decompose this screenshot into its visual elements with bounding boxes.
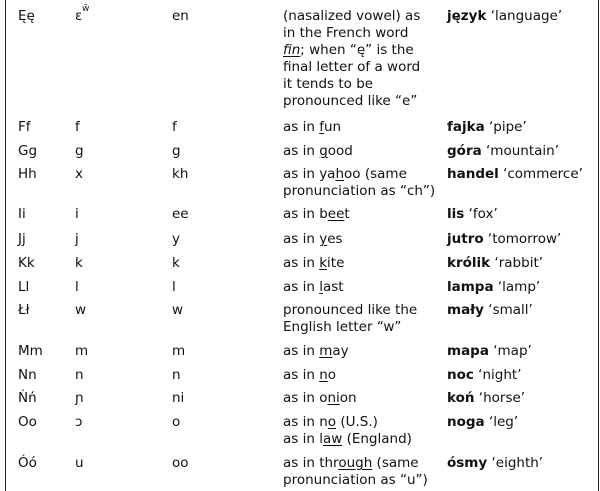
transliteration-cell: w: [172, 302, 184, 318]
description-text: as in b: [283, 206, 328, 222]
ipa-cell: [75, 206, 79, 223]
description-text: as in: [283, 143, 320, 159]
description-cell: [283, 8, 420, 110]
description-line: [283, 42, 420, 59]
letter-cell: Ii: [18, 206, 26, 222]
description-text: as in n: [283, 414, 328, 430]
description-text: English letter “w”: [283, 319, 402, 335]
description-cell: [283, 390, 357, 407]
example-word: fajka: [447, 119, 485, 135]
letter-cell: Oo: [18, 414, 37, 430]
description-text: (U.S.): [336, 414, 378, 430]
example-gloss: ‘small’: [484, 302, 533, 318]
ipa-symbol: k: [75, 255, 83, 271]
description-line: [283, 206, 350, 223]
transliteration-cell: o: [172, 414, 181, 430]
description-cell: [283, 302, 417, 336]
description-text: ; when “ę” is the: [300, 42, 414, 58]
example-gloss: ‘map’: [488, 343, 532, 359]
description-text: in the French word: [283, 25, 409, 41]
ipa-cell: [75, 231, 79, 248]
letter-cell: Gg: [18, 143, 38, 159]
example-gloss: ‘tomorrow’: [483, 231, 562, 247]
ipa-cell: [75, 143, 84, 160]
ipa-symbol: ɲ: [75, 390, 84, 406]
description-line: [283, 302, 417, 319]
transliteration-cell: k: [172, 255, 180, 271]
transliteration-cell: en: [172, 8, 189, 24]
example-word: lampa: [447, 279, 494, 295]
description-text: o: [327, 367, 337, 383]
ipa-cell: [75, 119, 80, 136]
description-line: [283, 390, 357, 407]
ipa-symbol: w: [75, 302, 87, 318]
example-gloss: ‘mountain’: [481, 143, 559, 159]
transliteration-cell: ee: [172, 206, 189, 222]
description-line: [283, 25, 420, 42]
description-line: [283, 414, 412, 431]
description-cell: [283, 119, 341, 136]
description-text: ast: [322, 279, 344, 295]
description-line: [283, 472, 428, 489]
description-line: [283, 455, 428, 472]
ipa-symbol: m: [75, 343, 89, 359]
description-text: t: [344, 206, 350, 222]
ipa-cell: [75, 166, 83, 183]
letter-cell: Hh: [18, 166, 37, 182]
description-cell: [283, 279, 344, 296]
description-line: [283, 76, 420, 93]
example-cell: [447, 255, 543, 272]
letter-cell: Mm: [18, 343, 43, 359]
letter-cell: Łł: [18, 302, 30, 318]
description-cell: [283, 255, 344, 272]
example-gloss: ‘commerce’: [498, 166, 583, 182]
description-text: ite: [327, 255, 345, 271]
description-text: l: [319, 279, 323, 295]
ipa-symbol: u: [75, 455, 84, 471]
description-text: as in o: [283, 390, 328, 406]
example-word: noga: [447, 414, 485, 430]
description-cell: [283, 206, 350, 223]
description-text: as in: [283, 343, 320, 359]
example-cell: [447, 367, 522, 384]
description-text: pronounced like “e”: [283, 93, 418, 109]
description-text: as in thr: [283, 455, 339, 471]
description-line: [283, 8, 420, 25]
description-text: ay: [332, 343, 349, 359]
example-gloss: ‘rabbit’: [490, 255, 544, 271]
description-text: as in l: [283, 431, 323, 447]
description-text: y: [319, 231, 328, 247]
ipa-symbol: g: [75, 143, 84, 159]
description-text: h: [335, 166, 345, 182]
description-text: as in: [283, 255, 320, 271]
example-cell: [447, 119, 527, 136]
description-text: on: [339, 390, 357, 406]
example-gloss: ‘leg’: [484, 414, 519, 430]
description-line: [283, 231, 343, 248]
description-text: ee: [327, 206, 345, 222]
description-line: [283, 59, 420, 76]
description-text: pronounced like the: [283, 302, 418, 318]
description-line: [283, 279, 344, 296]
description-text: ni: [327, 390, 340, 406]
transliteration-cell: g: [172, 143, 181, 159]
letter-cell: Óó: [18, 455, 37, 471]
description-cell: [283, 343, 349, 360]
transliteration-cell: kh: [172, 166, 189, 182]
example-word: królik: [447, 255, 491, 271]
description-line: [283, 183, 435, 200]
transliteration-cell: m: [172, 343, 186, 359]
ipa-symbol: ɛ w̃: [75, 8, 82, 24]
description-text: ood: [327, 143, 353, 159]
ipa-symbol: x: [75, 166, 83, 182]
description-text: o: [327, 414, 337, 430]
ipa-cell: [75, 4, 90, 25]
letter-cell: Ff: [18, 119, 31, 135]
example-gloss: ‘night’: [473, 367, 522, 383]
example-cell: [447, 414, 518, 431]
example-gloss: ‘horse’: [474, 390, 526, 406]
example-word: lis: [447, 206, 465, 222]
letter-cell: Ęę: [18, 8, 35, 24]
description-text: f: [319, 119, 324, 135]
description-line: [283, 343, 349, 360]
transliteration-cell: n: [172, 367, 181, 383]
transliteration-cell: ni: [172, 390, 185, 406]
example-cell: [447, 166, 583, 183]
example-word: mały: [447, 302, 484, 318]
description-line: [283, 431, 412, 448]
description-text: pronunciation as “ch”): [283, 183, 436, 199]
description-cell: [283, 231, 343, 248]
letter-cell: Ńń: [18, 390, 37, 406]
description-text: as in: [283, 367, 320, 383]
example-cell: [447, 231, 561, 248]
ipa-cell: [75, 279, 79, 296]
example-word: język: [447, 8, 487, 24]
ipa-symbol: ɔ: [75, 414, 83, 430]
description-text: (nasalized vowel) as: [283, 8, 421, 24]
ipa-symbol: l: [75, 279, 79, 295]
example-cell: [447, 390, 525, 407]
description-text: (same: [372, 455, 419, 471]
ipa-cell: [75, 302, 86, 319]
example-word: koń: [447, 390, 475, 406]
description-text: ough: [338, 455, 373, 471]
description-text: pronunciation as “u”): [283, 472, 428, 488]
example-cell: [447, 8, 562, 25]
example-gloss: ‘pipe’: [484, 119, 527, 135]
description-text: fin: [283, 42, 301, 58]
description-text: as in ya: [283, 166, 336, 182]
letter-cell: Kk: [18, 255, 35, 271]
example-gloss: ‘lamp’: [493, 279, 541, 295]
description-text: (England): [342, 431, 412, 447]
example-gloss: ‘language’: [486, 8, 563, 24]
transliteration-cell: f: [172, 119, 177, 135]
description-text: n: [319, 367, 328, 383]
letter-cell: Nn: [18, 367, 37, 383]
description-text: it tends to be: [283, 76, 374, 92]
ipa-cell: [75, 414, 82, 431]
example-cell: [447, 343, 532, 360]
description-line: [283, 319, 417, 336]
ipa-nasal-mark: w̃: [82, 4, 90, 14]
ipa-symbol: f: [75, 119, 80, 135]
example-gloss: ‘eighth’: [487, 455, 544, 471]
description-cell: [283, 166, 435, 200]
description-line: [283, 367, 336, 384]
description-text: un: [323, 119, 342, 135]
transliteration-cell: y: [172, 231, 180, 247]
description-cell: [283, 143, 353, 160]
example-word: handel: [447, 166, 499, 182]
description-cell: [283, 367, 336, 384]
example-cell: [447, 455, 543, 472]
example-gloss: ‘fox’: [464, 206, 498, 222]
description-cell: [283, 414, 412, 448]
ipa-symbol: j: [75, 231, 79, 247]
description-line: [283, 166, 435, 183]
description-text: aw: [322, 431, 343, 447]
example-cell: [447, 206, 498, 223]
ipa-symbol: n: [75, 367, 84, 383]
example-word: noc: [447, 367, 474, 383]
ipa-cell: [75, 455, 84, 472]
description-text: m: [319, 343, 333, 359]
example-cell: [447, 143, 559, 160]
description-line: [283, 255, 344, 272]
letter-cell: Jj: [18, 231, 26, 247]
ipa-cell: [75, 343, 88, 360]
ipa-cell: [75, 367, 84, 384]
description-line: [283, 143, 353, 160]
transliteration-cell: oo: [172, 455, 189, 471]
description-text: es: [327, 231, 343, 247]
example-word: góra: [447, 143, 482, 159]
ipa-cell: [75, 390, 84, 407]
description-text: final letter of a word: [283, 59, 421, 75]
ipa-cell: [75, 255, 83, 272]
description-text: as in: [283, 231, 320, 247]
description-text: as in: [283, 119, 320, 135]
transliteration-cell: l: [172, 279, 176, 295]
description-cell: [283, 455, 428, 489]
description-text: k: [319, 255, 328, 271]
ipa-symbol: i: [75, 206, 79, 222]
example-word: mapa: [447, 343, 489, 359]
description-line: [283, 93, 420, 110]
description-text: oo (same: [344, 166, 407, 182]
example-cell: [447, 279, 540, 296]
example-word: jutro: [447, 231, 484, 247]
example-cell: [447, 302, 533, 319]
letter-cell: Ll: [18, 279, 30, 295]
description-text: g: [319, 143, 328, 159]
description-text: as in: [283, 279, 320, 295]
example-word: ósmy: [447, 455, 488, 471]
description-line: [283, 119, 341, 136]
